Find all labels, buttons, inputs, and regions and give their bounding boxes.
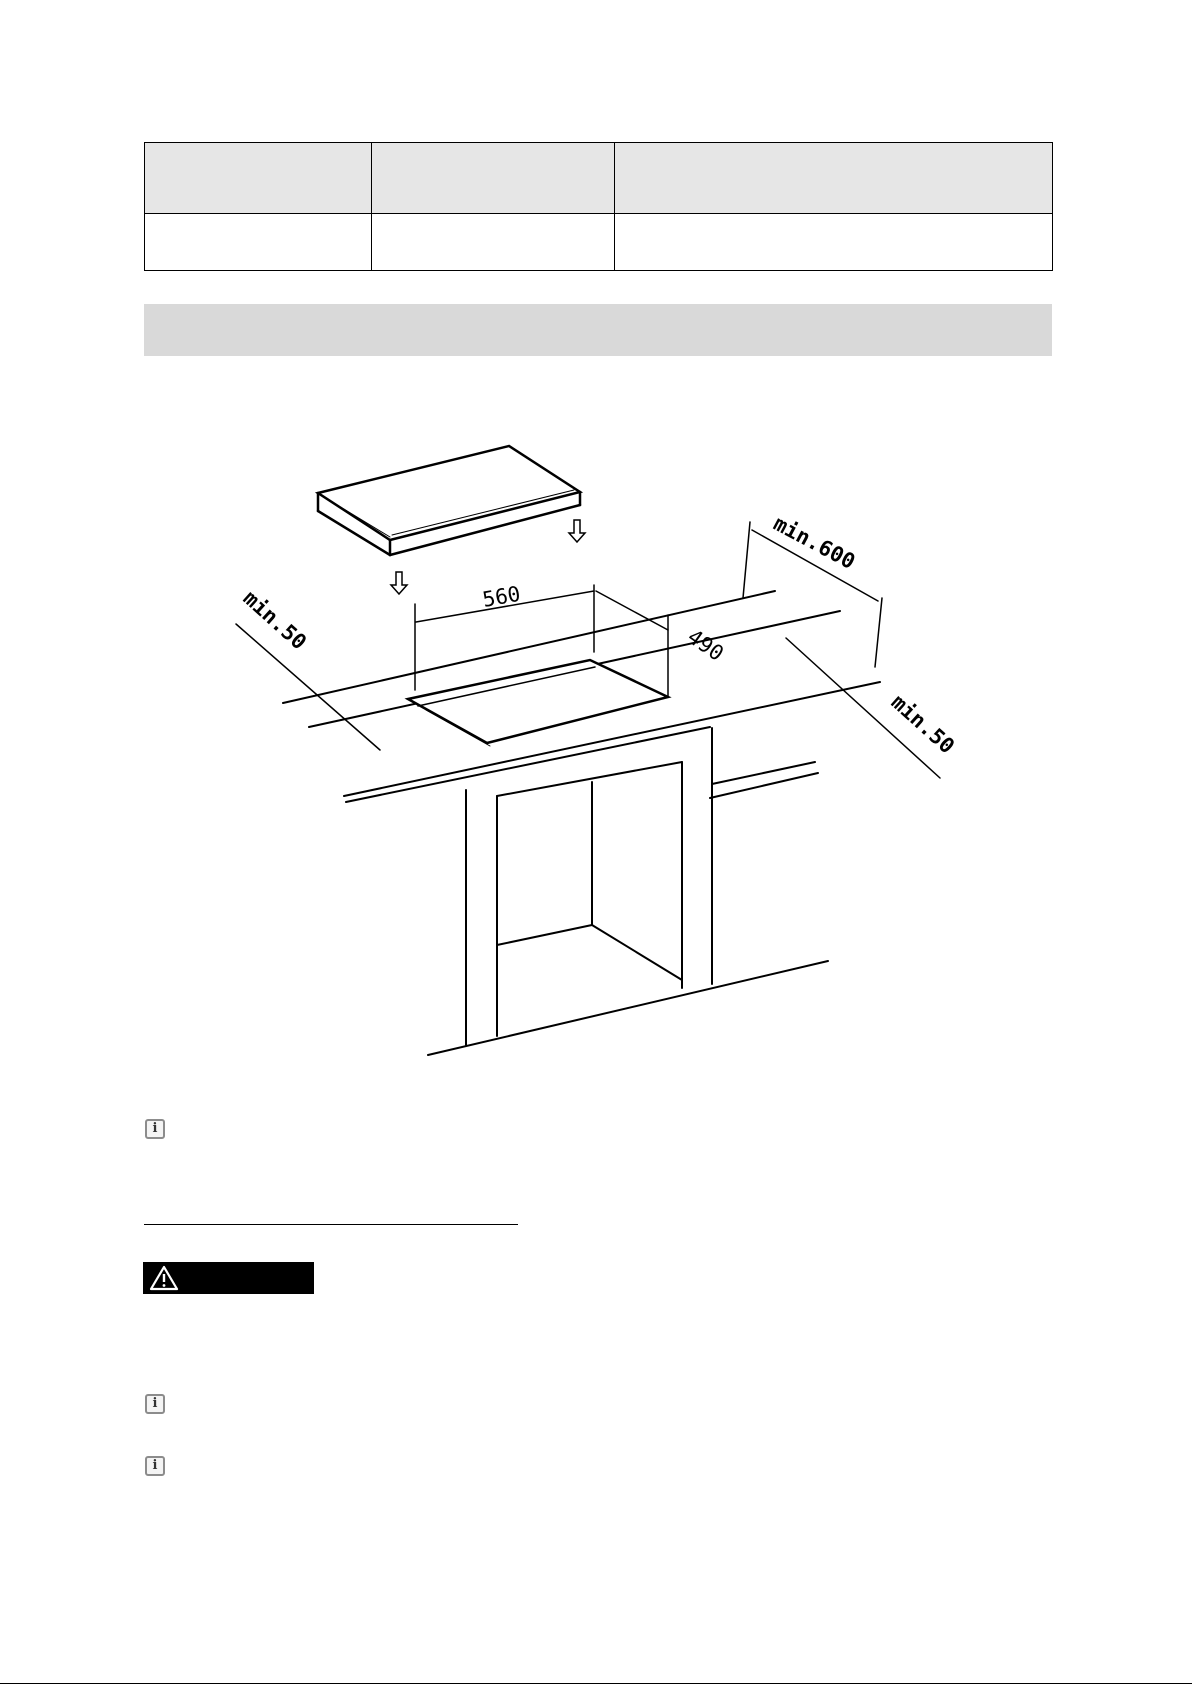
info-icon: i [145, 1456, 165, 1476]
down-arrow-icon [569, 520, 585, 542]
hob-unit [318, 446, 580, 555]
dimension-min-50-left [236, 624, 380, 750]
base-cabinet [428, 728, 828, 1055]
worktop-cutout [408, 660, 668, 746]
dimension-label-min-600: min.600 [769, 511, 860, 574]
warning-triangle-icon [149, 1265, 179, 1291]
info-icon: i [145, 1119, 165, 1139]
page-footer-line [0, 1683, 1192, 1684]
info-icon: i [145, 1394, 165, 1414]
dimension-label-560: 560 [480, 581, 523, 612]
dimension-label-min-50-right: min.50 [886, 689, 960, 759]
dimension-label-min-50-left: min.50 [238, 585, 312, 655]
section-divider [144, 1224, 518, 1225]
down-arrow-icon [391, 572, 407, 594]
warning-label-bar [143, 1262, 314, 1294]
dimension-label-490: 490 [683, 624, 728, 666]
